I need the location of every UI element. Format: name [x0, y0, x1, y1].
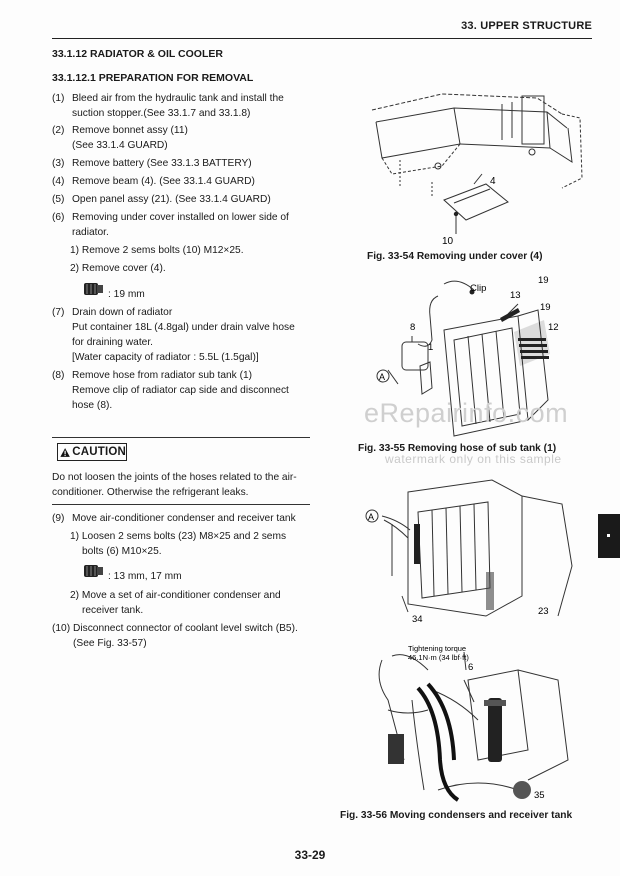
step-text: Move air-conditioner condenser and receiver tank — [72, 513, 296, 524]
fig56b-label-35: 35 — [534, 790, 545, 801]
step-text-line: Remove hose from radiator sub tank (1) — [72, 370, 253, 381]
step-3 — [52, 156, 310, 171]
subsection-title: 33.1.12.1 PREPARATION FOR REMOVAL — [52, 72, 254, 84]
step9-sub2-line1: 2) Move a set of air-conditioner condenser and — [70, 590, 281, 601]
section-title: 33.1.12 RADIATOR & OIL COOLER — [52, 48, 223, 60]
step9-sub2-line2: receiver tank. — [82, 605, 144, 616]
watermark-main: eRepairinfo.com — [364, 398, 569, 428]
step9-sub1-line2: bolts (6) M10×25. — [82, 546, 162, 557]
fig55-label-1: 1 — [428, 342, 434, 353]
page-number: 33-29 — [294, 848, 326, 862]
fig56a-label-34: 34 — [412, 614, 423, 625]
caution-bottom-rule — [52, 504, 310, 505]
fig55-label-12: 12 — [548, 322, 559, 333]
fig54-label-4: 4 — [490, 176, 496, 187]
step-text-line: suction stopper.(See 33.1.7 and 33.1.8) — [72, 108, 251, 119]
step-number: (3) — [52, 158, 65, 169]
step-number: (6) — [52, 212, 65, 223]
figure-33-56a-illustration — [362, 476, 580, 628]
watermark-sub: watermark only on this sample — [385, 452, 562, 466]
step-number: (2) — [52, 125, 65, 136]
wrench-size-2: : 13 mm, 17 mm — [108, 571, 182, 582]
step6-sub-2: 2) Remove cover (4). — [70, 263, 166, 274]
step-text-line: Removing under cover installed on lower side of — [72, 212, 289, 223]
step-text-line: Remove beam (4). (See 33.1.4 GUARD) — [72, 176, 255, 187]
wrench-size-1: : 19 mm — [108, 289, 145, 300]
step-number: (1) — [52, 93, 65, 104]
figure-33-56b-illustration — [368, 640, 582, 808]
step-text-line: for draining water. — [72, 337, 153, 348]
chapter-thumb-tab — [598, 514, 620, 558]
step-text-line: Put container 18L (4.8gal) under drain valve hose — [72, 322, 295, 333]
fig55-label-clip: Clip — [470, 283, 487, 294]
step9-sub1-line1: 1) Loosen 2 sems bolts (23) M8×25 and 2 sems — [70, 531, 287, 542]
step-number: (7) — [52, 307, 65, 318]
step-text-line1: Disconnect connector of coolant level switch (B5). — [73, 623, 298, 634]
caution-label: CAUTION — [72, 446, 126, 458]
step-8 — [52, 368, 310, 413]
step6-sub-1: 1) Remove 2 sems bolts (10) M12×25. — [70, 245, 244, 256]
step-text-line: Bleed air from the hydraulic tank and install the — [72, 93, 284, 104]
chapter-title: 33. UPPER STRUCTURE — [461, 20, 592, 32]
step-text-line: Remove battery (See 33.1.3 BATTERY) — [72, 158, 252, 169]
fig54-label-10: 10 — [442, 236, 454, 247]
fig56b-label-6: 6 — [468, 662, 474, 673]
socket-wrench-icon — [82, 562, 106, 580]
fig55-label-19a: 19 — [538, 275, 549, 286]
step-text-line: radiator. — [72, 227, 109, 238]
figure-33-55-caption: Fig. 33-55 Removing hose of sub tank (1) — [358, 443, 557, 454]
figure-33-56-caption: Fig. 33-56 Moving condensers and receiver tank — [340, 810, 573, 821]
step-9 — [52, 511, 310, 526]
fig56b-torque-line1: Tightening torque — [408, 644, 467, 653]
figure-33-54-caption: Fig. 33-54 Removing under cover (4) — [367, 251, 543, 262]
step-number: (10) — [52, 623, 71, 634]
warning-icon — [60, 446, 70, 459]
caution-top-rule — [52, 437, 310, 438]
fig55-label-8: 8 — [410, 322, 416, 333]
caution-line-2: conditioner. Otherwise the refrigerant leaks. — [52, 487, 249, 498]
step-number: (8) — [52, 370, 65, 381]
step-number: (9) — [52, 513, 65, 524]
step-text-line: (See 33.1.4 GUARD) — [72, 140, 168, 151]
step-number: (5) — [52, 194, 65, 205]
fig55-label-19b: 19 — [540, 302, 551, 313]
step-text-line: Remove bonnet assy (11) — [72, 125, 188, 136]
fig55-label-13: 13 — [510, 290, 521, 301]
step-text-line: [Water capacity of radiator : 5.5L (1.5gal)] — [72, 352, 259, 363]
figure-33-54-illustration — [362, 88, 592, 250]
fig56a-label-23: 23 — [538, 606, 549, 617]
step-text-line: Open panel assy (21). (See 33.1.4 GUARD) — [72, 194, 271, 205]
socket-wrench-icon — [82, 280, 106, 298]
step-6 — [52, 210, 310, 240]
step-1 — [52, 91, 310, 121]
fig55-label-A: A — [379, 372, 386, 382]
step-text-line: hose (8). — [72, 400, 113, 411]
caution-line-1: Do not loosen the joints of the hoses related to the air- — [52, 472, 297, 483]
step-text-line: Drain down of radiator — [72, 307, 173, 318]
fig56b-torque-line2: 46.1N·m (34 lbf·ft) — [408, 653, 469, 662]
fig56a-label-A: A — [368, 512, 375, 522]
caution-badge — [57, 443, 127, 461]
step-5 — [52, 192, 310, 207]
step-number: (4) — [52, 176, 65, 187]
step-10 — [52, 621, 310, 651]
step-2 — [52, 123, 310, 153]
step-text-line2: (See Fig. 33-57) — [73, 638, 147, 649]
step-4 — [52, 174, 310, 189]
step-7 — [52, 305, 310, 365]
step-text-line: Remove clip of radiator cap side and disconnect — [72, 385, 289, 396]
page-header — [52, 18, 592, 39]
